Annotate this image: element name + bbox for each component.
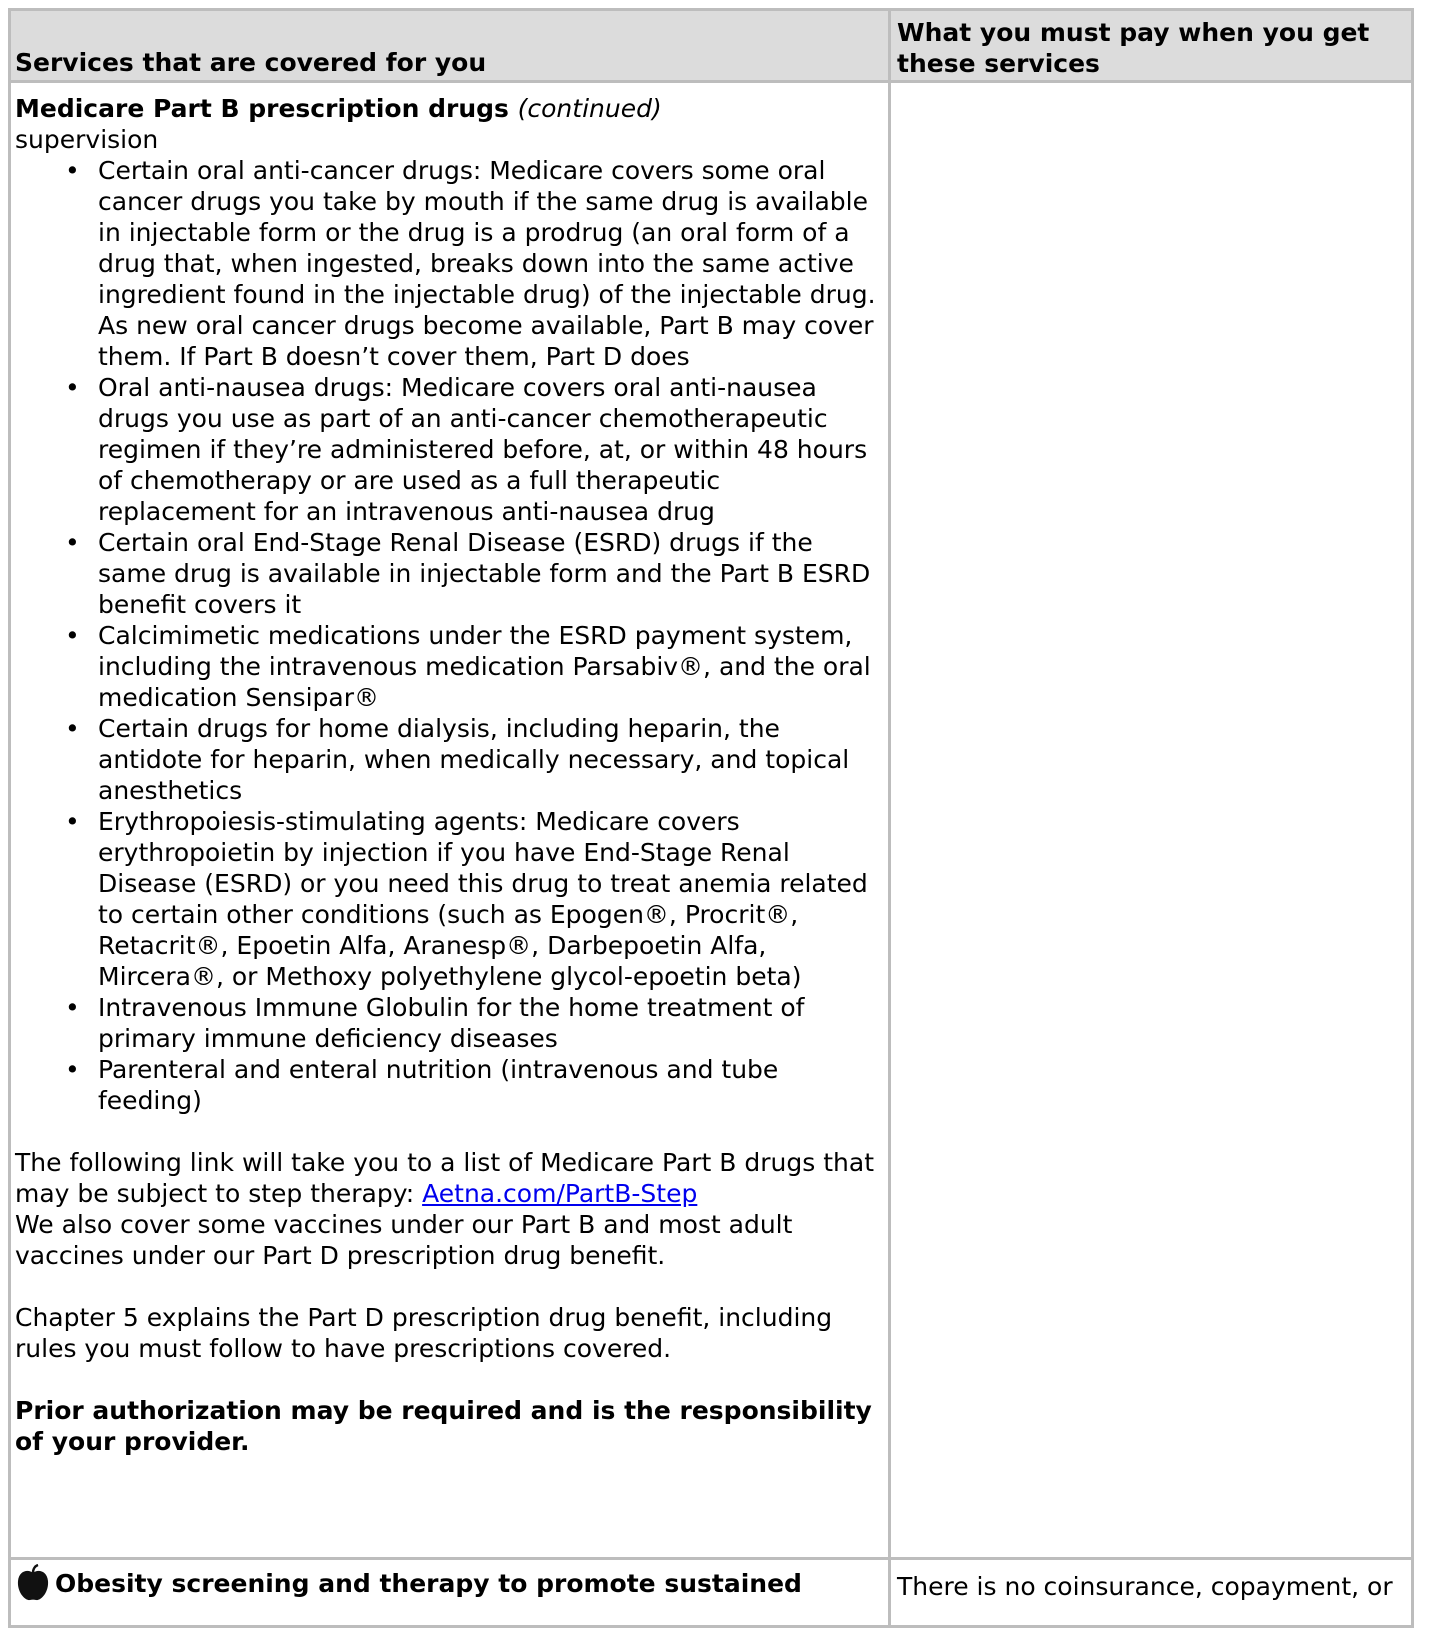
next-section-title <box>15 1564 883 1602</box>
section-title-suffix: (continued) <box>517 94 662 123</box>
row-divider <box>11 1557 1411 1560</box>
list-item: • Certain oral End-Stage Renal Disease (ESRD) drugs if the same drug is available in injectable form and the Part B ESRD benefit covers it <box>15 527 883 620</box>
list-item: • Oral anti-nausea drugs: Medicare covers oral anti-nausea drugs you use as part of an anti-cancer chemotherapeutic regimen if they’re administered before, at, or within 48 hours of chemotherapy or are used as a full therapeutic replacement for an intravenous anti-nausea drug <box>15 372 883 527</box>
next-section-payment: There is no coinsurance, copayment, or <box>897 1572 1393 1601</box>
step-therapy-paragraph <box>15 1147 883 1209</box>
header-payment: What you must pay when you get these services <box>897 18 1370 78</box>
step-therapy-link[interactable]: Aetna.com/PartB-Step <box>422 1179 698 1208</box>
chapter5-text: Chapter 5 explains the Part D prescription drug benefit, including rules you must follow to have prescriptions covered. <box>15 1303 833 1363</box>
drug-list <box>15 155 883 1116</box>
column-divider <box>888 11 891 1625</box>
list-item: • Certain oral anti-cancer drugs: Medicare covers some oral cancer drugs you take by mouth if the same drug is available in injectable form or the drug is a prodrug (an oral form of a drug that, when ingested, breaks down into the same active ingredient found in the injectable drug) of the injectable drug. As new oral cancer drugs become available, Part B may cover them. If Part B doesn’t cover them, Part D does <box>15 155 883 372</box>
header-services: Services that are covered for you <box>15 48 487 77</box>
step-therapy-text: The following link will take you to a list of Medicare Part B drugs that may be subject to step therapy: <box>15 1148 874 1208</box>
apple-icon <box>15 1564 51 1602</box>
list-item: • Parenteral and enteral nutrition (intravenous and tube feeding) <box>15 1054 883 1116</box>
list-item: • Certain drugs for home dialysis, including heparin, the antidote for heparin, when medically necessary, and topical anesthetics <box>15 713 883 806</box>
services-cell <box>15 83 883 1457</box>
continued-text: supervision <box>15 125 159 154</box>
list-item: • Intravenous Immune Globulin for the home treatment of primary immune deficiency diseases <box>15 992 883 1054</box>
benefits-table <box>8 8 1414 1628</box>
prior-auth-text: Prior authorization may be required and is the responsibility of your provider. <box>15 1396 872 1456</box>
table-header <box>11 11 1411 83</box>
list-item: • Calcimimetic medications under the ESRD payment system, including the intravenous medication Parsabiv®, and the oral medication Sensipar® <box>15 620 883 713</box>
section-title <box>15 93 883 124</box>
vaccines-text: We also cover some vaccines under our Part B and most adult vaccines under our Part D prescription drug benefit. <box>15 1210 793 1270</box>
section-title-text: Medicare Part B prescription drugs <box>15 94 509 123</box>
next-section-title-text: Obesity screening and therapy to promote sustained <box>55 1569 802 1598</box>
list-item: • Erythropoiesis-stimulating agents: Medicare covers erythropoietin by injection if you have End-Stage Renal Disease (ESRD) or you need this drug to treat anemia related to certain other conditions (such as Epogen®, Procrit®, Retacrit®, Epoetin Alfa, Aranesp®, Darbepoetin Alfa, Mircera®, or Methoxy polyethylene glycol-epoetin beta) <box>15 806 883 992</box>
